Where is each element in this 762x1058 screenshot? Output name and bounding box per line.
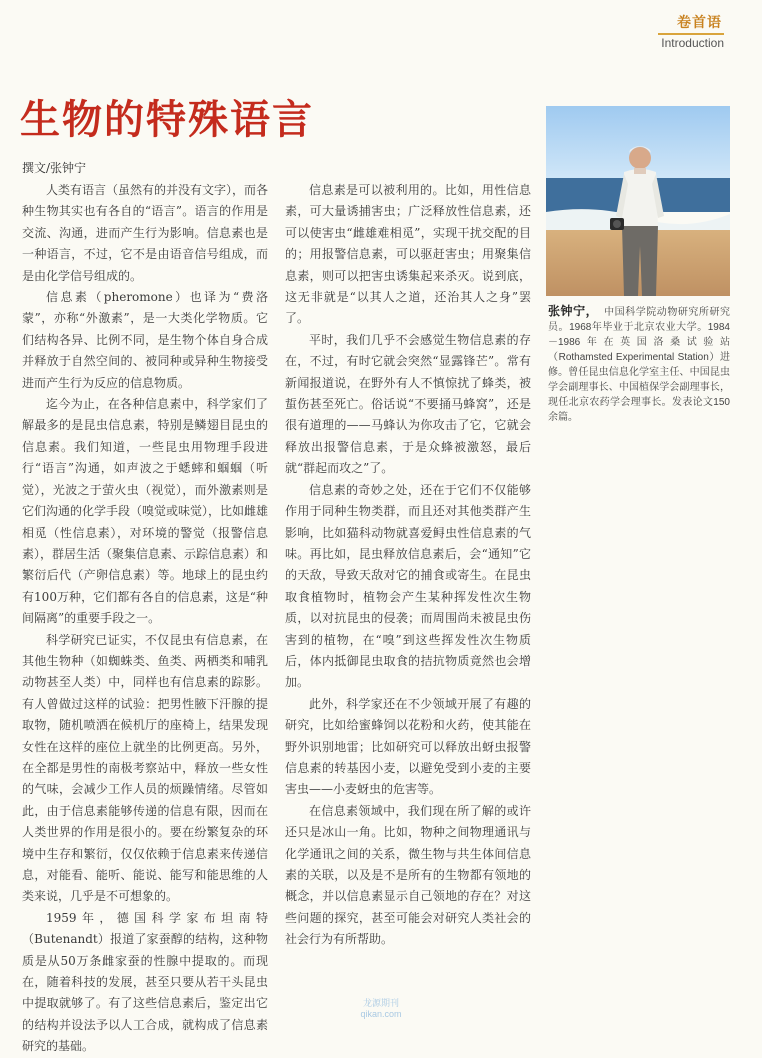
paragraph: 此外，科学家还在不少领域开展了有趣的研究，比如给蜜蜂饲以花粉和火药，使其能在野外识别地雷；比如研究可以释放出蚜虫报警信息素的转基因小麦，以避免受到小麦的主要害虫——小麦蚜虫的危害等。 <box>285 696 531 797</box>
paragraph: 科学研究已证实，不仅昆虫有信息素，在其他生物种（如蜘蛛类、鱼类、两栖类和哺乳动物甚至人类）中，同样也有信息素的踪影。有人曾做过这样的试验：把男性腋下汗腺的提取物，随机喷洒在候机厅的座椅上，结果发现女性在这样的座位上就坐的比例更高。另外，在全都是男性的南极考察站中，释放一些女性的气味，会减少工作人员的烦躁情绪。尽管如此，由于信息素能够传递的信息有限，因而在人类世界的作用是很小的。要在纷繁复杂的环境中生存和繁衍，仅仅依赖于信息素来传递信息，对能看、能听、能说、能写和能思维的人类来说，几乎是不可想象的。 <box>22 632 268 904</box>
author-photo <box>546 106 730 296</box>
paragraph: 信息素是可以被利用的。比如，用性信息素，可大量诱捕害虫；广泛释放性信息素，还可以使害虫“雌雄难相觅”，实现干扰交配的目的；用报警信息素，可以驱赶害虫；用聚集信息素，则可以把害虫诱集起来杀灭。说到底，这无非就是“以其人之道，还治其人之身”罢了。 <box>285 183 531 326</box>
watermark <box>338 998 424 1020</box>
author-name: 张钟宁， <box>548 304 599 318</box>
header-rule <box>658 33 724 35</box>
paragraph: 在信息素领域中，我们现在所了解的或许还只是冰山一角。比如，物种之间物理通讯与化学通讯之间的关系，微生物与共生体间信息素的关联，以及是不是所有的生物都有领地的概念，并以信息素显示自己领地的存在？对这些问题的探究，甚至可能会对研究人类社会的社会行为有所帮助。 <box>285 803 531 947</box>
paragraph: 1959年，德国科学家布坦南特（Butenandt）报道了家蚕醇的结构，这种物质是从50万条雌家蚕的性腺中提取的。而现在，随着科技的发展，甚至只要从若干头昆虫中提取就够了。有了这些信息素后，鉴定出它的结构并设法予以人工合成，就构成了信息素研究的基础。 <box>22 910 268 1054</box>
paragraph: 平时，我们几乎不会感觉生物信息素的存在，不过，有时它就会突然“显露锋芒”。常有新闻报道说，在野外有人不慎惊扰了蜂类，被蜇伤甚至死亡。俗话说“不要捅马蜂窝”，还是很有道理的——马蜂认为你攻击了它，它就会释放出报警信息素，于是众蜂被激怒，最后就“群起而攻之”了。 <box>285 332 531 476</box>
author-bio-text: 中国科学院动物研究所研究员。1968年毕业于北京农业大学。1984－1986年在英国洛桑试验站（Rothamsted Experimental Station）进修。曾任昆虫信息化学室主任、中国昆虫学会副理事长、中国植保学会副理事长，现任北京农药学会理事长。发表论文150余篇。 <box>548 307 730 423</box>
article-title: 生物的特殊语言 <box>20 96 314 143</box>
column-left <box>22 180 268 1058</box>
watermark-line-1: 龙源期刊 <box>362 998 399 1008</box>
paragraph: 信息素的奇妙之处，还在于它们不仅能够作用于同种生物类群，而且还对其他类群产生影响，比如猫科动物就喜爱鲟虫性信息素的气味。再比如，昆虫释放信息素后，会“通知”它的天敌，导致天敌对它的捕食或寄生。在昆虫取食植物时，植物会产生某种挥发性次生物质，以对抗昆虫的侵袭；而周围尚未被昆虫伤害到的植物，在“嗅”到这些挥发性次生物质后，体内抵御昆虫取食的拮抗物质竟然也会增加。 <box>285 482 531 690</box>
section-label-cn: 卷首语 <box>677 15 722 31</box>
paragraph: 信息素（pheromone）也译为“费洛蒙”，亦称“外激素”，是一大类化学物质。它们结构各异、比例不同，是生物个体自身合成并释放于自然空间的、被同种或异种生物接受进而产生行为反应的信息物质。 <box>22 290 268 390</box>
section-label-en: Introduction <box>661 36 724 50</box>
byline: 撰文/张钟宁 <box>22 161 87 175</box>
paragraph: 迄今为止，在各种信息素中，科学家们了解最多的是昆虫信息素，特别是鳞翅目昆虫的信息素。我们知道，一些昆虫用物理手段进行“语言”沟通，如声波之于蟋蟀和蝈蝈（听觉），光波之于萤火虫（视觉），而外激素则是它们沟通的化学手段（嗅觉或味觉），比如雌雄相觅（性信息素），对环境的警觉（报警信息素），群居生活（聚集信息素、示踪信息素）和繁衍后代（产卵信息素）等。地球上的昆虫约有100万种，它们都有各自的信息素，这是“种间隔离”的重要手段之一。 <box>22 397 269 626</box>
author-bio <box>548 304 730 425</box>
paragraph: 人类有语言（虽然有的并没有文字），而各种生物其实也有各自的“语言”。语言的作用是交流、沟通，进而产生行为影响。信息素也是一种语言，不过，它不是由语音信号组成，而是由化学信号组成的。 <box>22 183 269 283</box>
watermark-line-2: qikan.com <box>360 1009 402 1019</box>
column-middle <box>285 180 531 951</box>
